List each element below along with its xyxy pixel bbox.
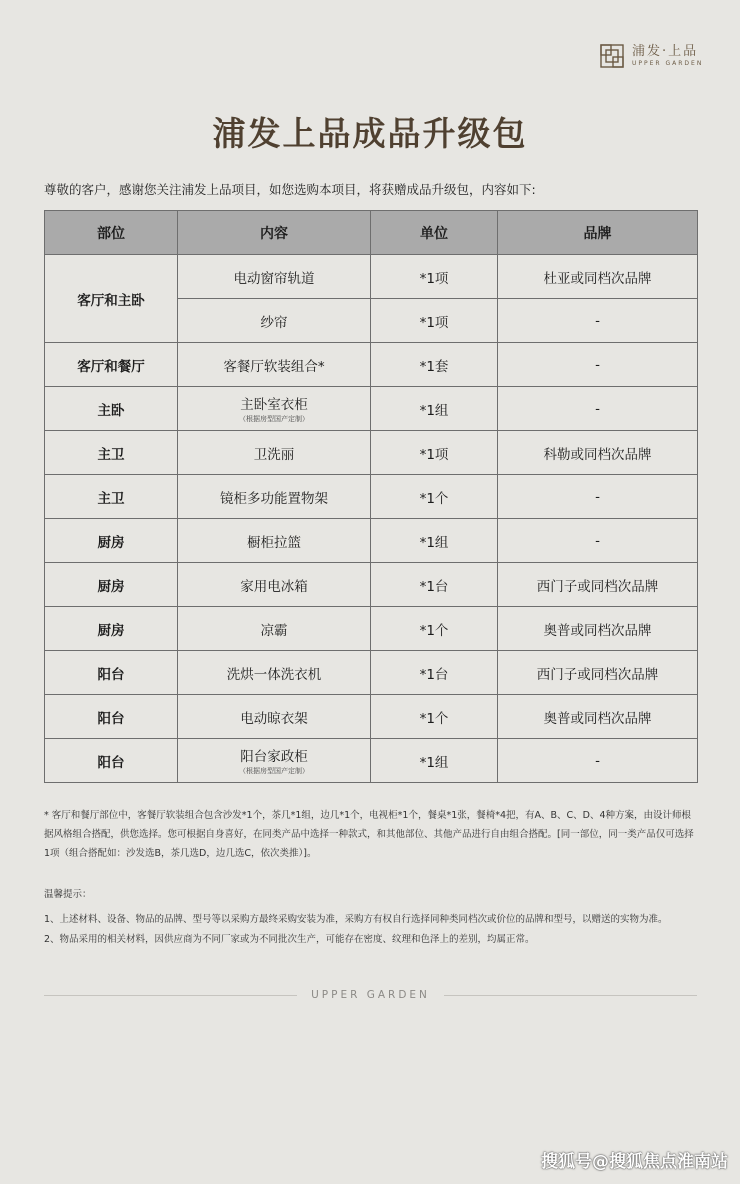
cell-unit: *1组 (371, 387, 498, 431)
logo-chinese-name: 浦发·上品 (632, 44, 699, 59)
logo-mark-icon (600, 44, 624, 68)
cell-item: 镜柜多功能置物架 (178, 475, 371, 519)
table-row (45, 475, 698, 519)
divider-text: UPPER GARDEN (311, 989, 430, 1001)
tip-item: 1、上述材料、设备、物品的品牌、型号等以采购方最终采购安装为准，采购方有权自行选择同种类同档次或价位的品牌和型号，以赠送的实物为准。 (44, 914, 668, 925)
tip-item: 2、物品采用的相关材料，因供应商为不同厂家或为不同批次生产，可能存在密度、纹理和色泽上的差别，均属正常。 (44, 934, 535, 945)
cell-brand: 奥普或同档次品牌 (498, 695, 698, 739)
item-note: （根据房型国产定制） (239, 415, 309, 423)
table-row (45, 343, 698, 387)
cell-brand: 科勒或同档次品牌 (498, 431, 698, 475)
cell-item: 阳台家政柜 （根据房型国产定制） (178, 739, 371, 783)
cell-unit: *1组 (371, 519, 498, 563)
cell-brand: - (498, 519, 698, 563)
cell-part: 阳台 (45, 695, 178, 739)
cell-brand: 奥普或同档次品牌 (498, 607, 698, 651)
cell-unit: *1组 (371, 739, 498, 783)
cell-part: 客厅和餐厅 (45, 343, 178, 387)
cell-unit: *1项 (371, 431, 498, 475)
cell-item: 洗烘一体洗衣机 (178, 651, 371, 695)
watermark-text: 搜狐号@搜狐焦点淮南站 (541, 1152, 728, 1172)
logo-english-name: UPPER GARDEN (632, 60, 704, 67)
cell-item: 家用电冰箱 (178, 563, 371, 607)
cell-part: 客厅和主卧 (45, 255, 178, 343)
column-header-content: 内容 (178, 211, 371, 255)
cell-part: 主卧 (45, 387, 178, 431)
cell-item: 凉霸 (178, 607, 371, 651)
footnote-text: * 客厅和餐厅部位中，客餐厅软装组合包含沙发*1个，茶几*1组，边几*1个，电视柜*1个，餐桌*1张，餐椅*4把，有A、B、C、D、4种方案，由设计师根据风格组合搭配，供您选择。您可根据自身喜好，在同类产品中选择一种款式，和其他部位、其他产品进行自由组合搭配。[同一部位，同一类产品仅可选择1项（组合搭配如：沙发选B，茶几选D，边几选C，依次类推）]。 (44, 810, 694, 859)
cell-item: 纱帘 (178, 299, 371, 343)
cell-unit: *1台 (371, 563, 498, 607)
table-row (45, 519, 698, 563)
column-header-unit: 单位 (371, 211, 498, 255)
cell-unit: *1个 (371, 695, 498, 739)
footer-divider (44, 988, 697, 1002)
table-row (45, 695, 698, 739)
table-row (45, 431, 698, 475)
cell-item: 橱柜拉篮 (178, 519, 371, 563)
tips-heading: 温馨提示： (44, 889, 92, 900)
cell-brand: 杜亚或同档次品牌 (498, 255, 698, 299)
cell-part: 阳台 (45, 739, 178, 783)
upgrade-package-table (44, 210, 698, 783)
cell-brand: - (498, 739, 698, 783)
column-header-brand: 品牌 (498, 211, 698, 255)
cell-brand: 西门子或同档次品牌 (498, 651, 698, 695)
cell-unit: *1个 (371, 607, 498, 651)
divider-line (44, 995, 297, 996)
intro-text: 尊敬的客户，感谢您关注浦发上品项目，如您选购本项目，将获赠成品升级包，内容如下: (44, 182, 536, 197)
cell-item: 卫洗丽 (178, 431, 371, 475)
cell-brand: - (498, 299, 698, 343)
cell-part: 厨房 (45, 519, 178, 563)
cell-brand: - (498, 343, 698, 387)
column-header-part: 部位 (45, 211, 178, 255)
table-row (45, 651, 698, 695)
table-row (45, 387, 698, 431)
cell-unit: *1台 (371, 651, 498, 695)
table-header-row (45, 211, 698, 255)
cell-item: 电动窗帘轨道 (178, 255, 371, 299)
item-note: （根据房型国产定制） (239, 767, 309, 775)
cell-brand: - (498, 387, 698, 431)
table-row (45, 255, 698, 299)
cell-part: 阳台 (45, 651, 178, 695)
page-title: 浦发上品成品升级包 (212, 114, 528, 153)
cell-unit: *1套 (371, 343, 498, 387)
divider-line (444, 995, 697, 996)
cell-brand: - (498, 475, 698, 519)
cell-item: 客餐厅软装组合* (178, 343, 371, 387)
cell-part: 厨房 (45, 607, 178, 651)
cell-item: 主卧室衣柜 （根据房型国产定制） (178, 387, 371, 431)
cell-part: 主卫 (45, 431, 178, 475)
cell-unit: *1项 (371, 299, 498, 343)
brand-logo (600, 44, 703, 68)
cell-item: 电动晾衣架 (178, 695, 371, 739)
cell-part: 主卫 (45, 475, 178, 519)
table-row (45, 607, 698, 651)
cell-unit: *1个 (371, 475, 498, 519)
table-row (45, 563, 698, 607)
cell-brand: 西门子或同档次品牌 (498, 563, 698, 607)
table-row (45, 739, 698, 783)
cell-part: 厨房 (45, 563, 178, 607)
cell-unit: *1项 (371, 255, 498, 299)
